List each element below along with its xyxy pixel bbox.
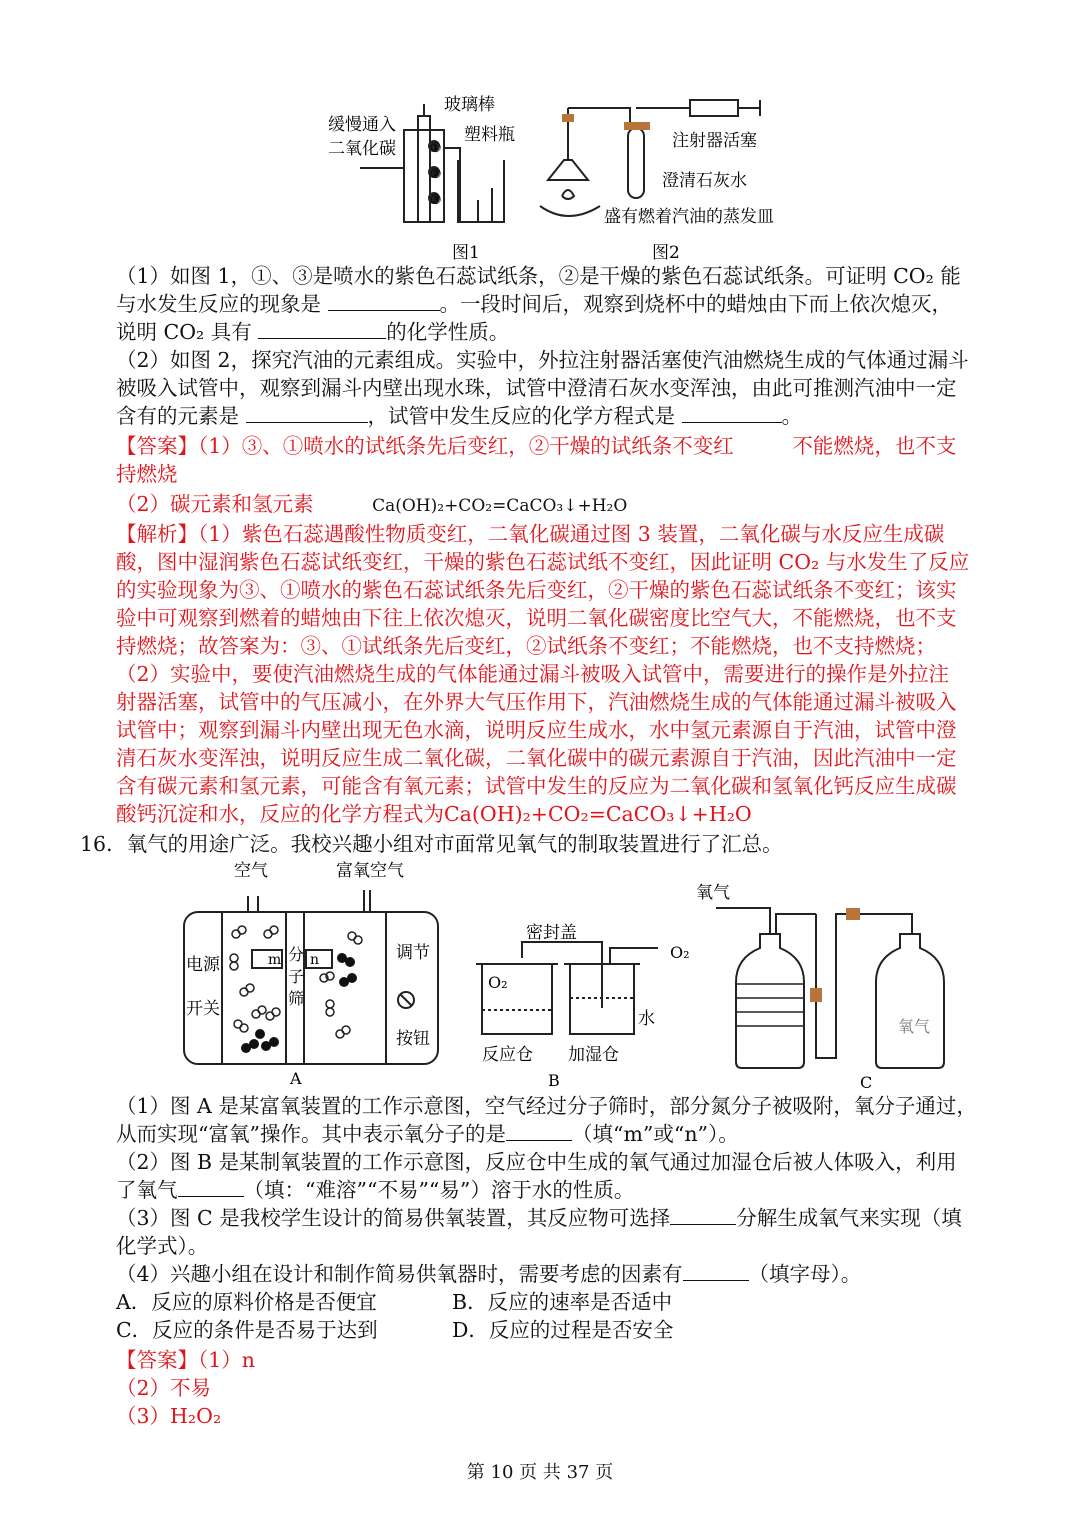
- q15-answer-1b: 不能燃烧，也不支: [792, 434, 957, 458]
- q16-2-l2b: （填：“难溶”“不易”“易”）溶于水的性质。: [243, 1178, 635, 1202]
- label-dish: 盛有燃着汽油的蒸发皿: [604, 207, 774, 227]
- caption-fig1: 图1: [452, 243, 480, 263]
- q16-1-l2a: 从而实现“富氧”操作。其中表示氧分子的是: [116, 1122, 506, 1146]
- label-seal-lid: 密封盖: [526, 923, 577, 943]
- q15-explanation-1: 【解析】（1）紫色石蕊遇酸性物质变红，二氧化碳通过图 3 装置，二氧化碳与水反应生成碳: [116, 522, 945, 546]
- q16-answer-1: 【答案】（1）n: [116, 1348, 255, 1372]
- figure-a-label: A: [290, 1069, 302, 1088]
- label-power-2: 开关: [186, 999, 220, 1019]
- label-strip-1: ①: [430, 141, 442, 156]
- rubber-joint: [810, 988, 822, 1002]
- answer-blank[interactable]: [670, 1204, 736, 1225]
- label-m: m: [268, 952, 282, 968]
- q15-answer-line2: 持燃烧: [116, 462, 178, 486]
- label-strip-2: ②: [430, 167, 442, 182]
- q15-p1-line1: （1）如图 1，①、③是喷水的紫色石蕊试纸条，②是干燥的紫色石蕊试纸条。可证明 CO₂ 能: [116, 264, 961, 288]
- q15-p1-l3b: 的化学性质。: [386, 320, 510, 344]
- q15-explanation-6: （2）实验中，要使汽油燃烧生成的气体能通过漏斗被吸入试管中，需要进行的操作是外拉注: [116, 662, 950, 686]
- q15-p1-l2a: 与水发生反应的现象是: [116, 292, 321, 316]
- rubber-tube: [562, 114, 574, 122]
- q15-explanation-8: 试管中；观察到漏斗内壁出现无色水滴，说明反应生成水，水中氢元素源自于汽油，试管中澄: [116, 718, 957, 742]
- q15-explanation-2: 酸，图中湿润紫色石蕊试纸变红，干燥的紫色石蕊试纸不变红，因此证明 CO₂ 与水发生了反应: [116, 550, 970, 574]
- q16-answer-3: （3）H₂O₂: [116, 1404, 222, 1428]
- answer-blank[interactable]: [683, 1260, 749, 1281]
- rubber-stopper: [624, 122, 650, 130]
- label-plastic-bottle: 塑料瓶: [464, 125, 515, 145]
- answer-blank[interactable]: [246, 402, 368, 423]
- label-adjust-2: 按钮: [396, 1029, 430, 1049]
- label-sieve-3: 筛: [288, 989, 305, 1008]
- label-n: n: [310, 952, 320, 968]
- option-b[interactable]: B．反应的速率是否适中: [452, 1290, 673, 1314]
- q15-answer-3a: （2）碳元素和氢元素: [116, 492, 314, 516]
- q15-p2-l3b: ，试管中发生反应的化学方程式是: [367, 404, 676, 428]
- q15-p1-line3: [116, 318, 509, 346]
- label-humidify-tank: 加湿仓: [568, 1045, 619, 1065]
- answer-blank[interactable]: [178, 1176, 244, 1197]
- q16-3-l1b: 分解生成氧气来实现（填: [736, 1206, 962, 1230]
- label-o2-in: O₂: [488, 973, 508, 992]
- q16-1-l2b: （填“m”或“n”）。: [571, 1122, 739, 1146]
- q16-3-line2: 化学式）。: [116, 1234, 209, 1258]
- rubber-joint: [846, 908, 860, 920]
- q15-answer-line1: [116, 432, 956, 460]
- q15-p2-l3c: 。: [781, 404, 803, 428]
- q15-explanation-9: 清石灰水变浑浊，说明反应生成二氧化碳，二氧化碳中的碳元素源自于汽油，因此汽油中一定: [116, 746, 957, 770]
- q15-p2-line3: [116, 402, 802, 430]
- figure-b-label: B: [548, 1071, 560, 1090]
- q15-p2-line1: （2）如图 2，探究汽油的元素组成。实验中，外拉注射器活塞使汽油燃烧生成的气体通过漏斗: [116, 348, 969, 372]
- q16-2-line2: [116, 1176, 634, 1204]
- q16-2-l2a: 了氧气: [116, 1178, 178, 1202]
- answer-blank[interactable]: [506, 1120, 572, 1141]
- label-oxygen-out: 氧气: [696, 883, 730, 903]
- label-water: 水: [638, 1009, 655, 1029]
- q16-stem: 16．氧气的用途广泛。我校兴趣小组对市面常见氧气的制取装置进行了汇总。: [80, 832, 783, 856]
- q16-4-l1a: （4）兴趣小组在设计和制作简易供氧器时，需要考虑的因素有: [116, 1262, 683, 1286]
- q16-3-line1: [116, 1204, 962, 1232]
- label-adjust-1: 调节: [396, 943, 430, 963]
- q15-p2-line2: 被吸入试管中，观察到漏斗内壁出现水珠，试管中澄清石灰水变浑浊，由此可推测汽油中一定: [116, 376, 957, 400]
- label-slow-co2-2: 二氧化碳: [328, 139, 396, 159]
- caption-fig2: 图2: [652, 243, 680, 263]
- q15-answer-line3: [116, 490, 627, 520]
- label-air: 空气: [234, 861, 268, 881]
- q16-4-l1b: （填字母）。: [748, 1262, 862, 1286]
- q16-3-l1a: （3）图 C 是我校学生设计的简易供氧装置，其反应物可选择: [116, 1206, 671, 1230]
- answer-blank[interactable]: [258, 318, 386, 339]
- q15-explanation-7: 射器活塞，试管中的气压减小，在外界大气压作用下，汽油燃烧生成的气体能通过漏斗被吸入: [116, 690, 957, 714]
- label-glass-rod: 玻璃棒: [444, 95, 495, 115]
- label-power-1: 电源: [186, 955, 220, 975]
- q16-1-line1: （1）图 A 是某富氧装置的工作示意图，空气经过分子筛时，部分氮分子被吸附，氧分子通过，: [116, 1094, 977, 1118]
- label-o2-out: O₂: [670, 943, 690, 962]
- q15-answer-1a: 【答案】（1）③、①喷水的试纸条先后变红，②干燥的试纸条不变红: [116, 434, 734, 458]
- label-rich-air: 富氧空气: [336, 861, 404, 881]
- option-a[interactable]: A．反应的原料价格是否便宜: [116, 1290, 377, 1314]
- label-limewater: 澄清石灰水: [662, 171, 747, 191]
- label-strip-3: ③: [430, 193, 442, 208]
- label-slow-co2-1: 缓慢通入: [328, 115, 396, 135]
- page-footer: 第 10 页 共 37 页: [466, 1462, 614, 1483]
- q15-p1-line2: [116, 290, 952, 318]
- answer-blank[interactable]: [682, 402, 782, 423]
- label-syringe: 注射器活塞: [672, 131, 757, 151]
- label-sieve-2: 子: [288, 967, 305, 986]
- q15-explanation-11: 酸钙沉淀和水，反应的化学方程式为Ca(OH)₂+CO₂=CaCO₃↓+H₂O: [116, 802, 752, 826]
- q15-explanation-3: 的实验现象为③、①喷水的紫色石蕊试纸条先后变红，②干燥的紫色石蕊试纸条不变红；该实: [116, 578, 957, 602]
- q15-p1-l3a: 说明 CO₂ 具有: [116, 320, 252, 344]
- q15-p2-l3a: 含有的元素是: [116, 404, 239, 428]
- q15-explanation-4: 验中可观察到燃着的蜡烛由下往上依次熄灭，说明二氧化碳密度比空气大，不能燃烧，也不支: [116, 606, 957, 630]
- figure-abc: [176, 858, 956, 1090]
- q16-answer-2: （2）不易: [116, 1376, 212, 1400]
- label-sieve-1: 分: [288, 945, 305, 964]
- q15-explanation-5: 持燃烧；故答案为：③、①试纸条先后变红，②试纸条不变红；不能燃烧，也不支持燃烧；: [116, 634, 936, 658]
- option-c[interactable]: C．反应的条件是否易于达到: [116, 1318, 378, 1342]
- label-oxygen-bottle: 氧气: [898, 1017, 931, 1036]
- q15-answer-equation: Ca(OH)₂+CO₂=CaCO₃↓+H₂O: [372, 496, 628, 516]
- q16-4-line1: [116, 1260, 861, 1288]
- figure-c: [716, 908, 944, 1068]
- answer-blank[interactable]: [328, 290, 440, 311]
- q15-explanation-10: 含有碳元素和氢元素，可能含有氧元素；试管中发生的反应为二氧化碳和氢氧化钙反应生成碳: [116, 774, 957, 798]
- label-reaction-tank: 反应仓: [482, 1045, 533, 1065]
- figure-1-2: [300, 88, 820, 263]
- figure-c-label: C: [860, 1073, 873, 1090]
- q15-p1-l2b: 。一段时间后，观察到烧杯中的蜡烛由下而上依次熄灭，: [439, 292, 953, 316]
- q16-2-line1: （2）图 B 是某制氧装置的工作示意图，反应仓中生成的氧气通过加湿仓后被人体吸入，利用: [116, 1150, 957, 1174]
- q16-1-line2: [116, 1120, 739, 1148]
- option-d[interactable]: D．反应的过程是否安全: [452, 1318, 674, 1342]
